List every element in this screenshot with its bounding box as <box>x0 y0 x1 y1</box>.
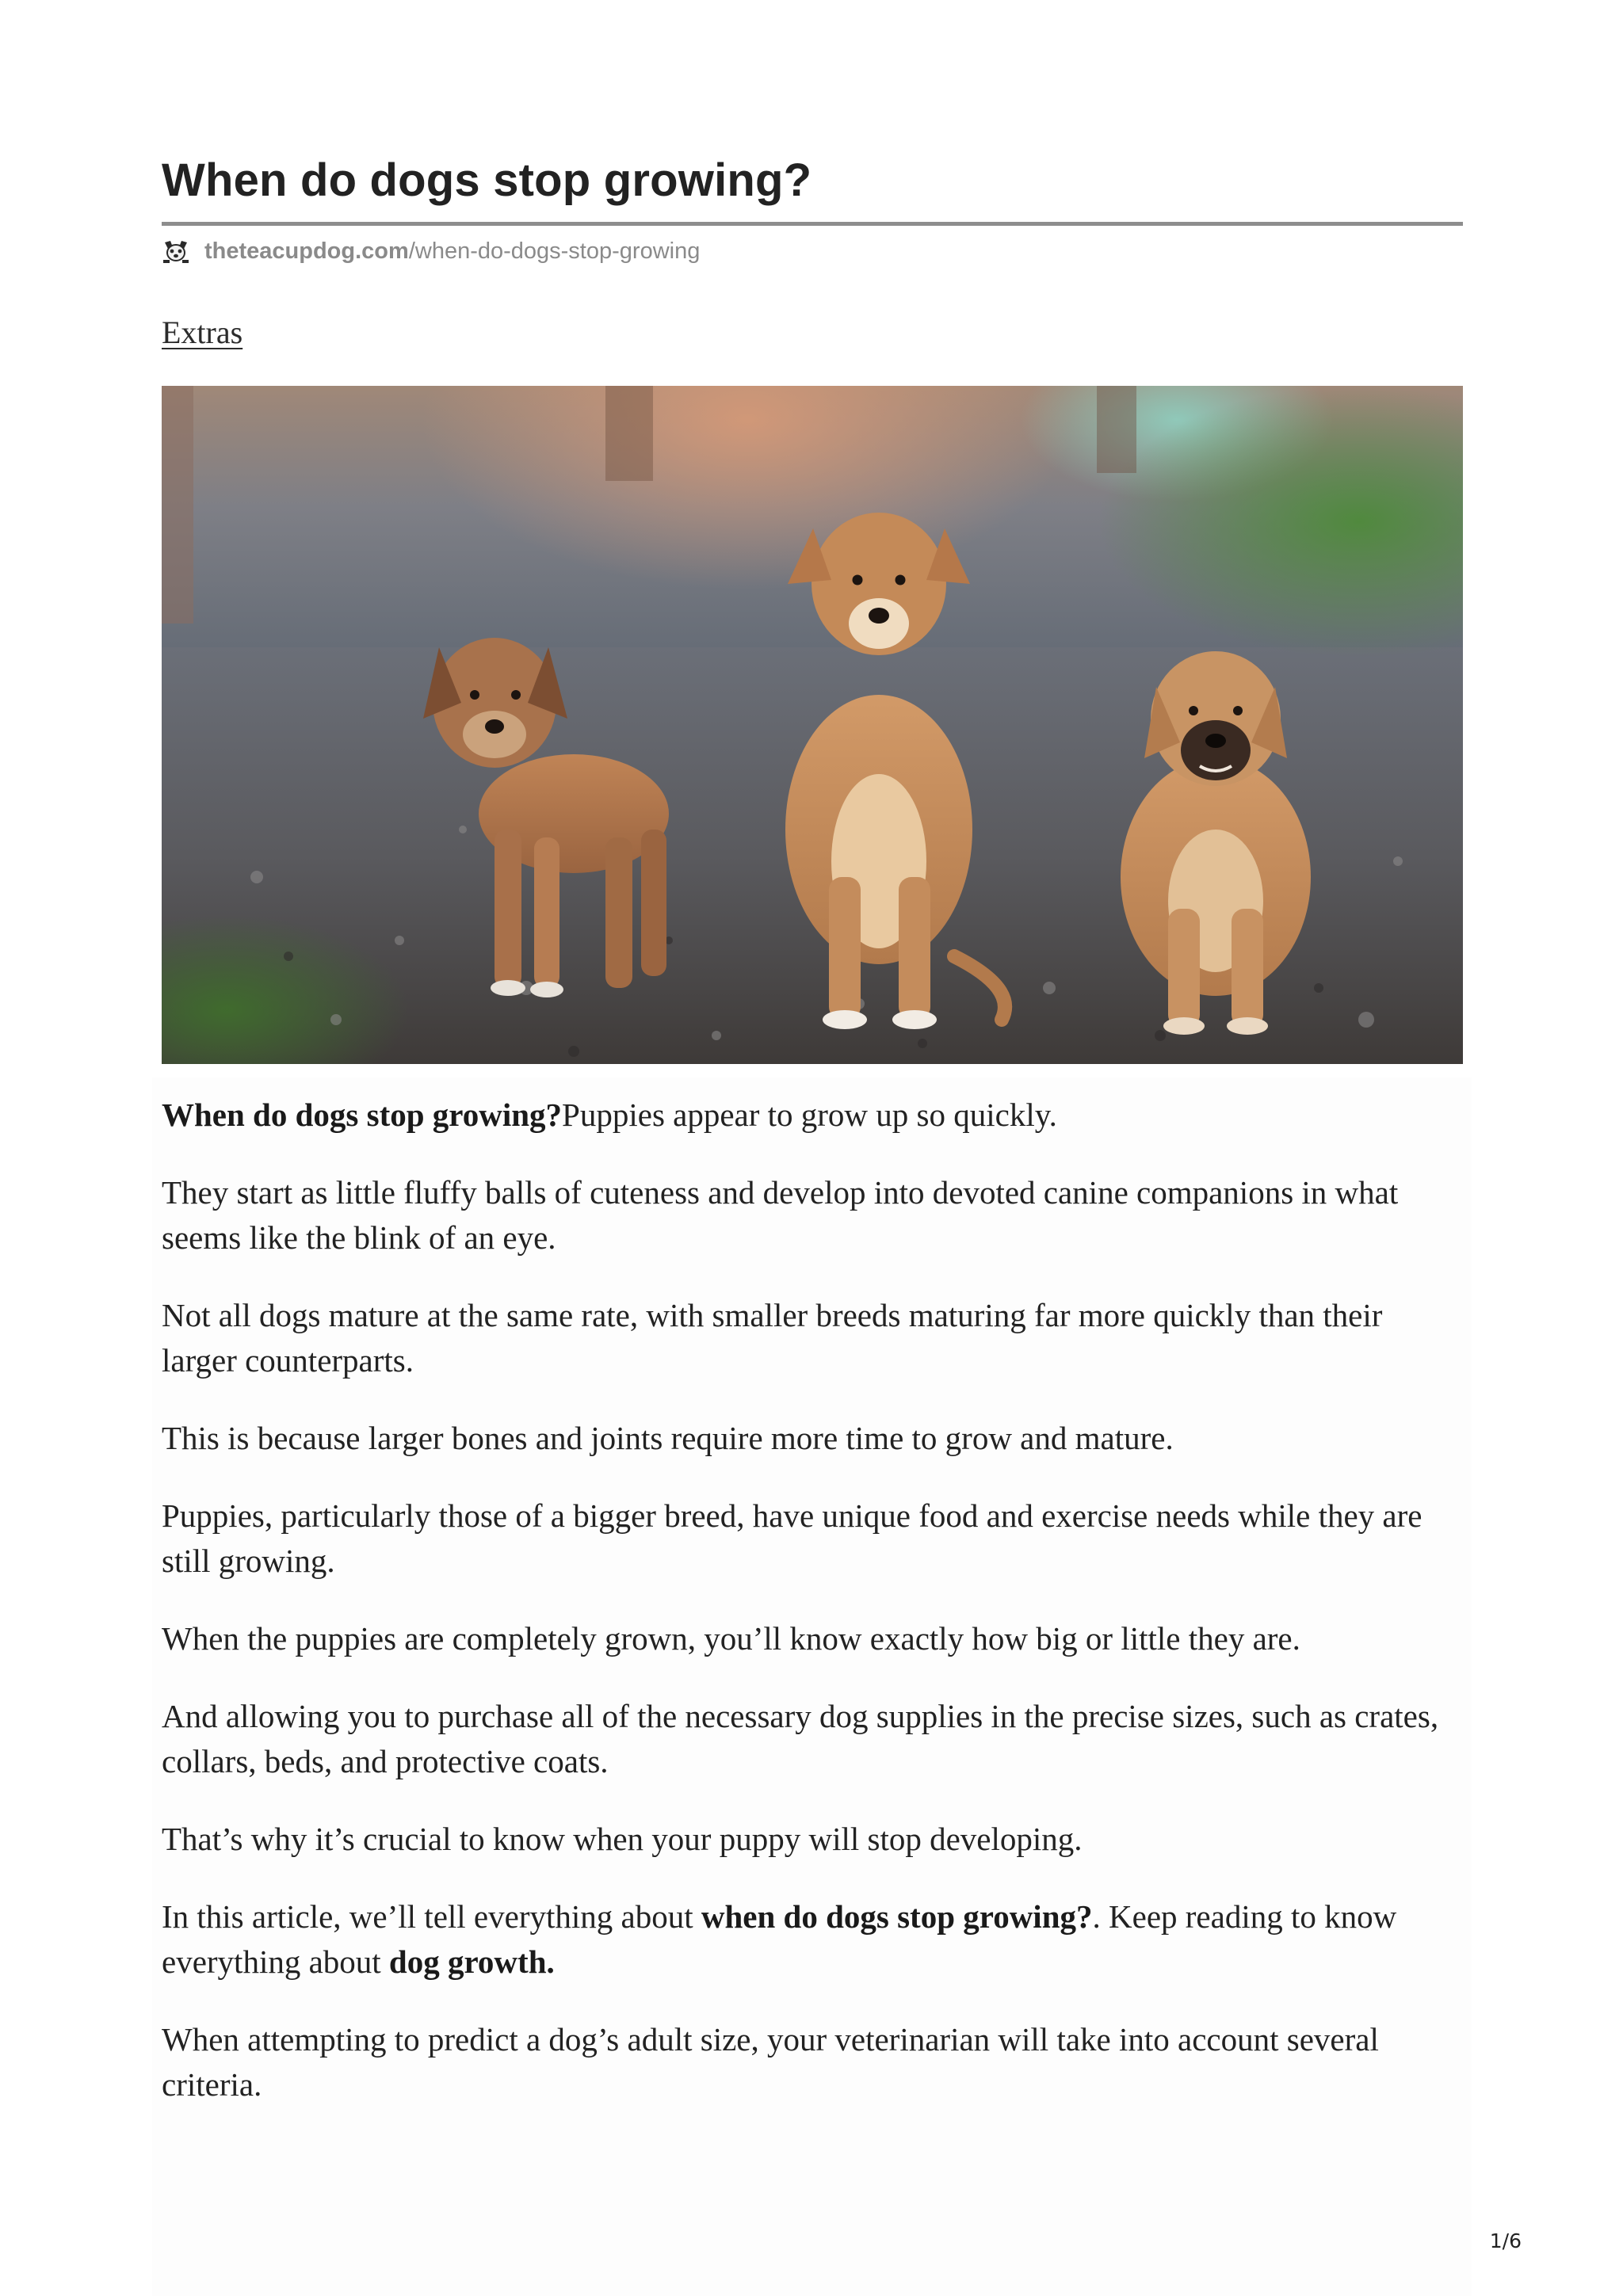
paragraph-9-text-a: In this article, we’ll tell everything about <box>162 1898 701 1935</box>
category-link-extras[interactable]: Extras <box>162 315 243 350</box>
page-number: 1/6 <box>1489 2229 1522 2252</box>
paragraph-7: And allowing you to purchase all of the necessary dog supplies in the precise sizes, such as crates, collars, beds, and protective coats. <box>162 1698 1439 1779</box>
intro-bold-phrase: When do dogs stop growing? <box>162 1097 563 1133</box>
paragraph-4: This is because larger bones and joints require more time to grow and mature. <box>162 1420 1174 1456</box>
paragraph-3: Not all dogs mature at the same rate, with smaller breeds maturing far more quickly than their larger counterparts. <box>162 1297 1383 1379</box>
article-body <box>162 1093 1463 2107</box>
paragraph-10: When attempting to predict a dog’s adult size, your veterinarian will take into account several criteria. <box>162 2021 1379 2103</box>
intro-text: Puppies appear to grow up so quickly. <box>562 1097 1057 1133</box>
paragraph-9 <box>162 1894 1463 1985</box>
article <box>162 151 1463 2140</box>
paragraph-6: When the puppies are completely grown, you’ll know exactly how big or little they are. <box>162 1620 1300 1657</box>
title-divider <box>162 222 1463 226</box>
category <box>162 313 1463 353</box>
paragraph-1 <box>162 1093 1463 1138</box>
paragraph-9-bold-a: when do dogs stop growing? <box>701 1898 1093 1935</box>
source-domain[interactable]: theteacupdog.com <box>204 238 409 264</box>
paragraph-9-bold-b: dog growth. <box>388 1943 555 1980</box>
paragraph-2: They start as little fluffy balls of cuteness and develop into devoted canine companions in what seems like the blink of an eye. <box>162 1174 1399 1256</box>
article-title: When do dogs stop growing? <box>162 154 812 206</box>
paragraph-9-text-b: . Keep reading to know everything about <box>162 1898 1397 1980</box>
hero-image-puppies <box>162 386 1463 1064</box>
teacup-dog-favicon-icon <box>162 239 190 263</box>
source-url[interactable] <box>162 235 1463 267</box>
paragraph-8: That’s why it’s crucial to know when your puppy will stop developing. <box>162 1821 1083 1857</box>
paragraph-5: Puppies, particularly those of a bigger breed, have unique food and exercise needs while they are still growing. <box>162 1497 1423 1579</box>
source-path[interactable]: /when-do-dogs-stop-growing <box>408 238 701 264</box>
